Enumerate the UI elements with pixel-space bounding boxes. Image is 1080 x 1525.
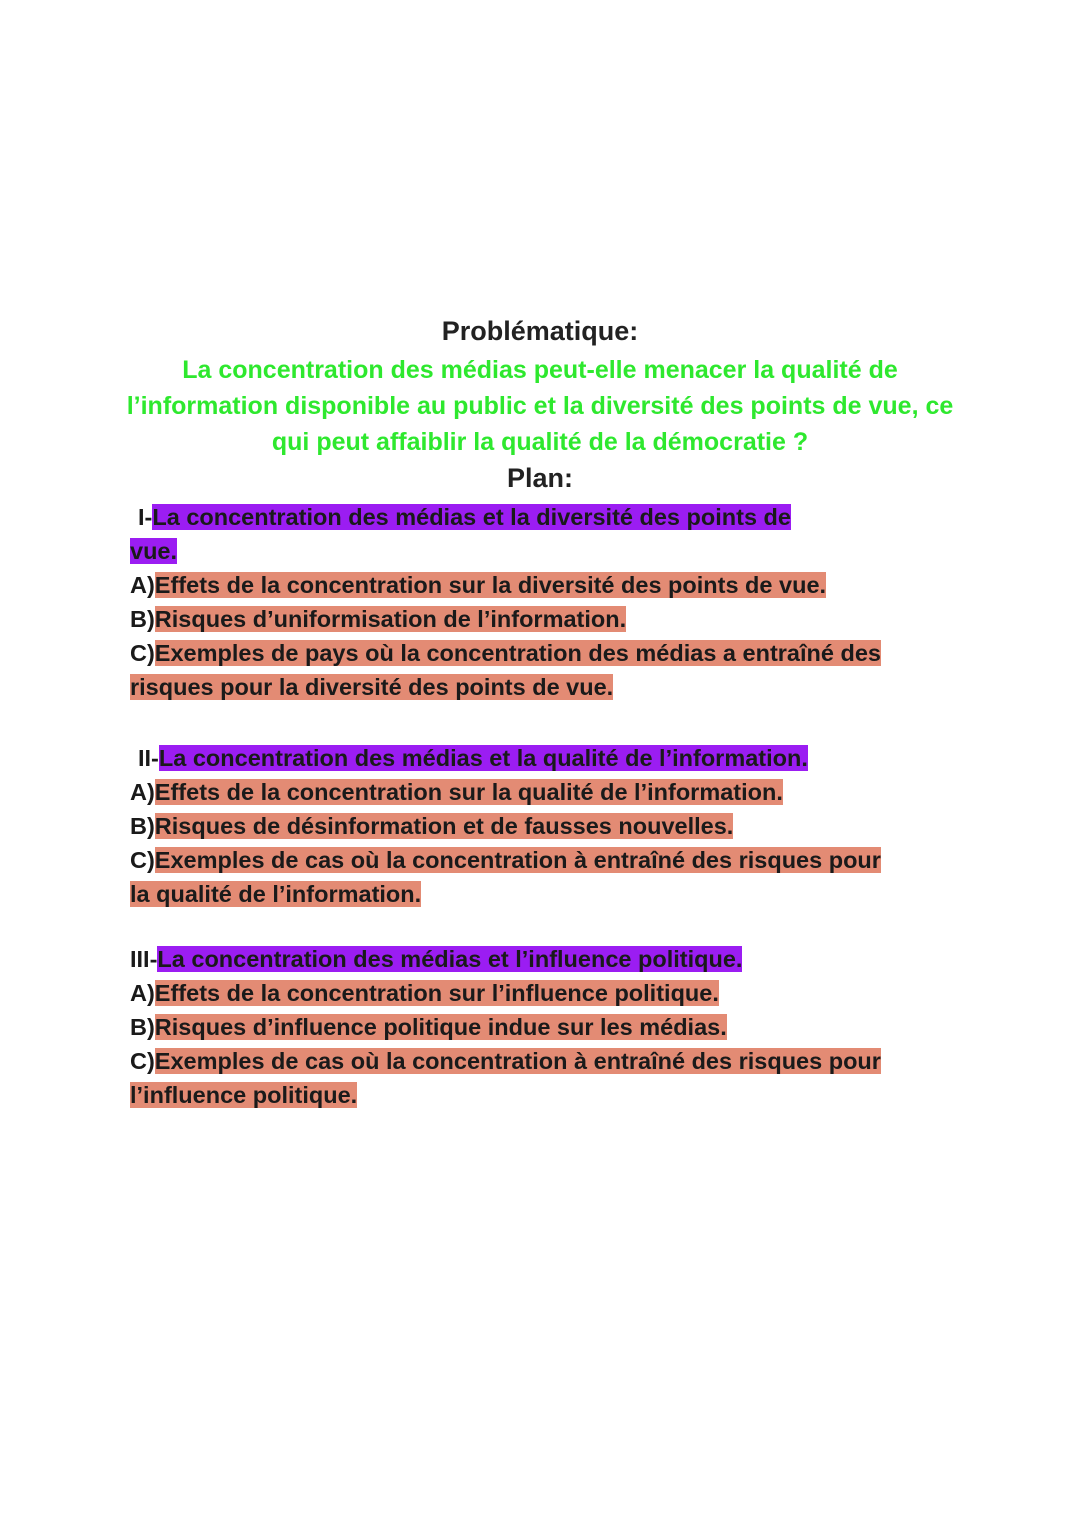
- plan-item: [130, 636, 950, 670]
- section-heading: [130, 500, 950, 534]
- section-2: [130, 741, 950, 911]
- item-text-2: la qualité de l’information.: [130, 881, 422, 907]
- section-heading-text: La concentration des médias et l’influence politique.: [157, 946, 743, 972]
- plan-item: [130, 602, 950, 636]
- section-1: [130, 500, 950, 704]
- plan-item: [130, 1010, 950, 1044]
- item-text-2: l’influence politique.: [130, 1082, 358, 1108]
- plan-item: [130, 568, 950, 602]
- section-heading: [130, 741, 950, 775]
- section-heading-cont: [130, 534, 950, 568]
- item-text: Exemples de pays où la concentration des médias a entraîné des: [154, 640, 881, 666]
- section-3: [130, 942, 950, 1112]
- plan-item: [130, 843, 950, 877]
- plan-item: [130, 976, 950, 1010]
- section-number: II-: [138, 745, 159, 771]
- item-letter: A): [130, 572, 155, 598]
- section-number: I-: [138, 504, 153, 530]
- plan-label: Plan:: [506, 463, 573, 493]
- item-letter: B): [130, 1014, 155, 1040]
- section-heading: [130, 942, 950, 976]
- plan-item: [130, 775, 950, 809]
- plan-item-cont: [130, 670, 950, 704]
- item-letter: B): [130, 606, 155, 632]
- page-title: Problématique:: [441, 316, 639, 346]
- item-letter: C): [130, 640, 155, 666]
- plan-item: [130, 1044, 950, 1078]
- item-text: Effets de la concentration sur la diversité des points de vue.: [154, 572, 827, 598]
- section-heading-text: La concentration des médias et la qualité de l’information.: [158, 745, 808, 771]
- item-text: Risques d’uniformisation de l’information.: [154, 606, 627, 632]
- problematique-text: La concentration des médias peut-elle menacer la qualité de l’information disponible au public et la diversité des points de vue, ce qui peut affaiblir la qualité de la démocratie ?: [126, 356, 954, 456]
- item-text: Risques d’influence politique indue sur les médias.: [154, 1014, 727, 1040]
- section-number: III-: [130, 946, 158, 972]
- item-letter: C): [130, 1048, 155, 1074]
- plan-item-cont: [130, 1078, 950, 1112]
- item-text: Exemples de cas où la concentration à entraîné des risques pour: [154, 1048, 881, 1074]
- item-text: Effets de la concentration sur l’influence politique.: [154, 980, 719, 1006]
- item-letter: A): [130, 980, 155, 1006]
- plan-item-cont: [130, 877, 950, 911]
- section-heading-text: La concentration des médias et la diversité des points de: [152, 504, 791, 530]
- item-text: Exemples de cas où la concentration à entraîné des risques pour: [154, 847, 881, 873]
- section-heading-text-2: vue.: [130, 538, 178, 564]
- item-letter: C): [130, 847, 155, 873]
- item-text: Risques de désinformation et de fausses nouvelles.: [154, 813, 734, 839]
- item-letter: B): [130, 813, 155, 839]
- item-letter: A): [130, 779, 155, 805]
- plan-item: [130, 809, 950, 843]
- item-text-2: risques pour la diversité des points de vue.: [130, 674, 614, 700]
- item-text: Effets de la concentration sur la qualité de l’information.: [154, 779, 783, 805]
